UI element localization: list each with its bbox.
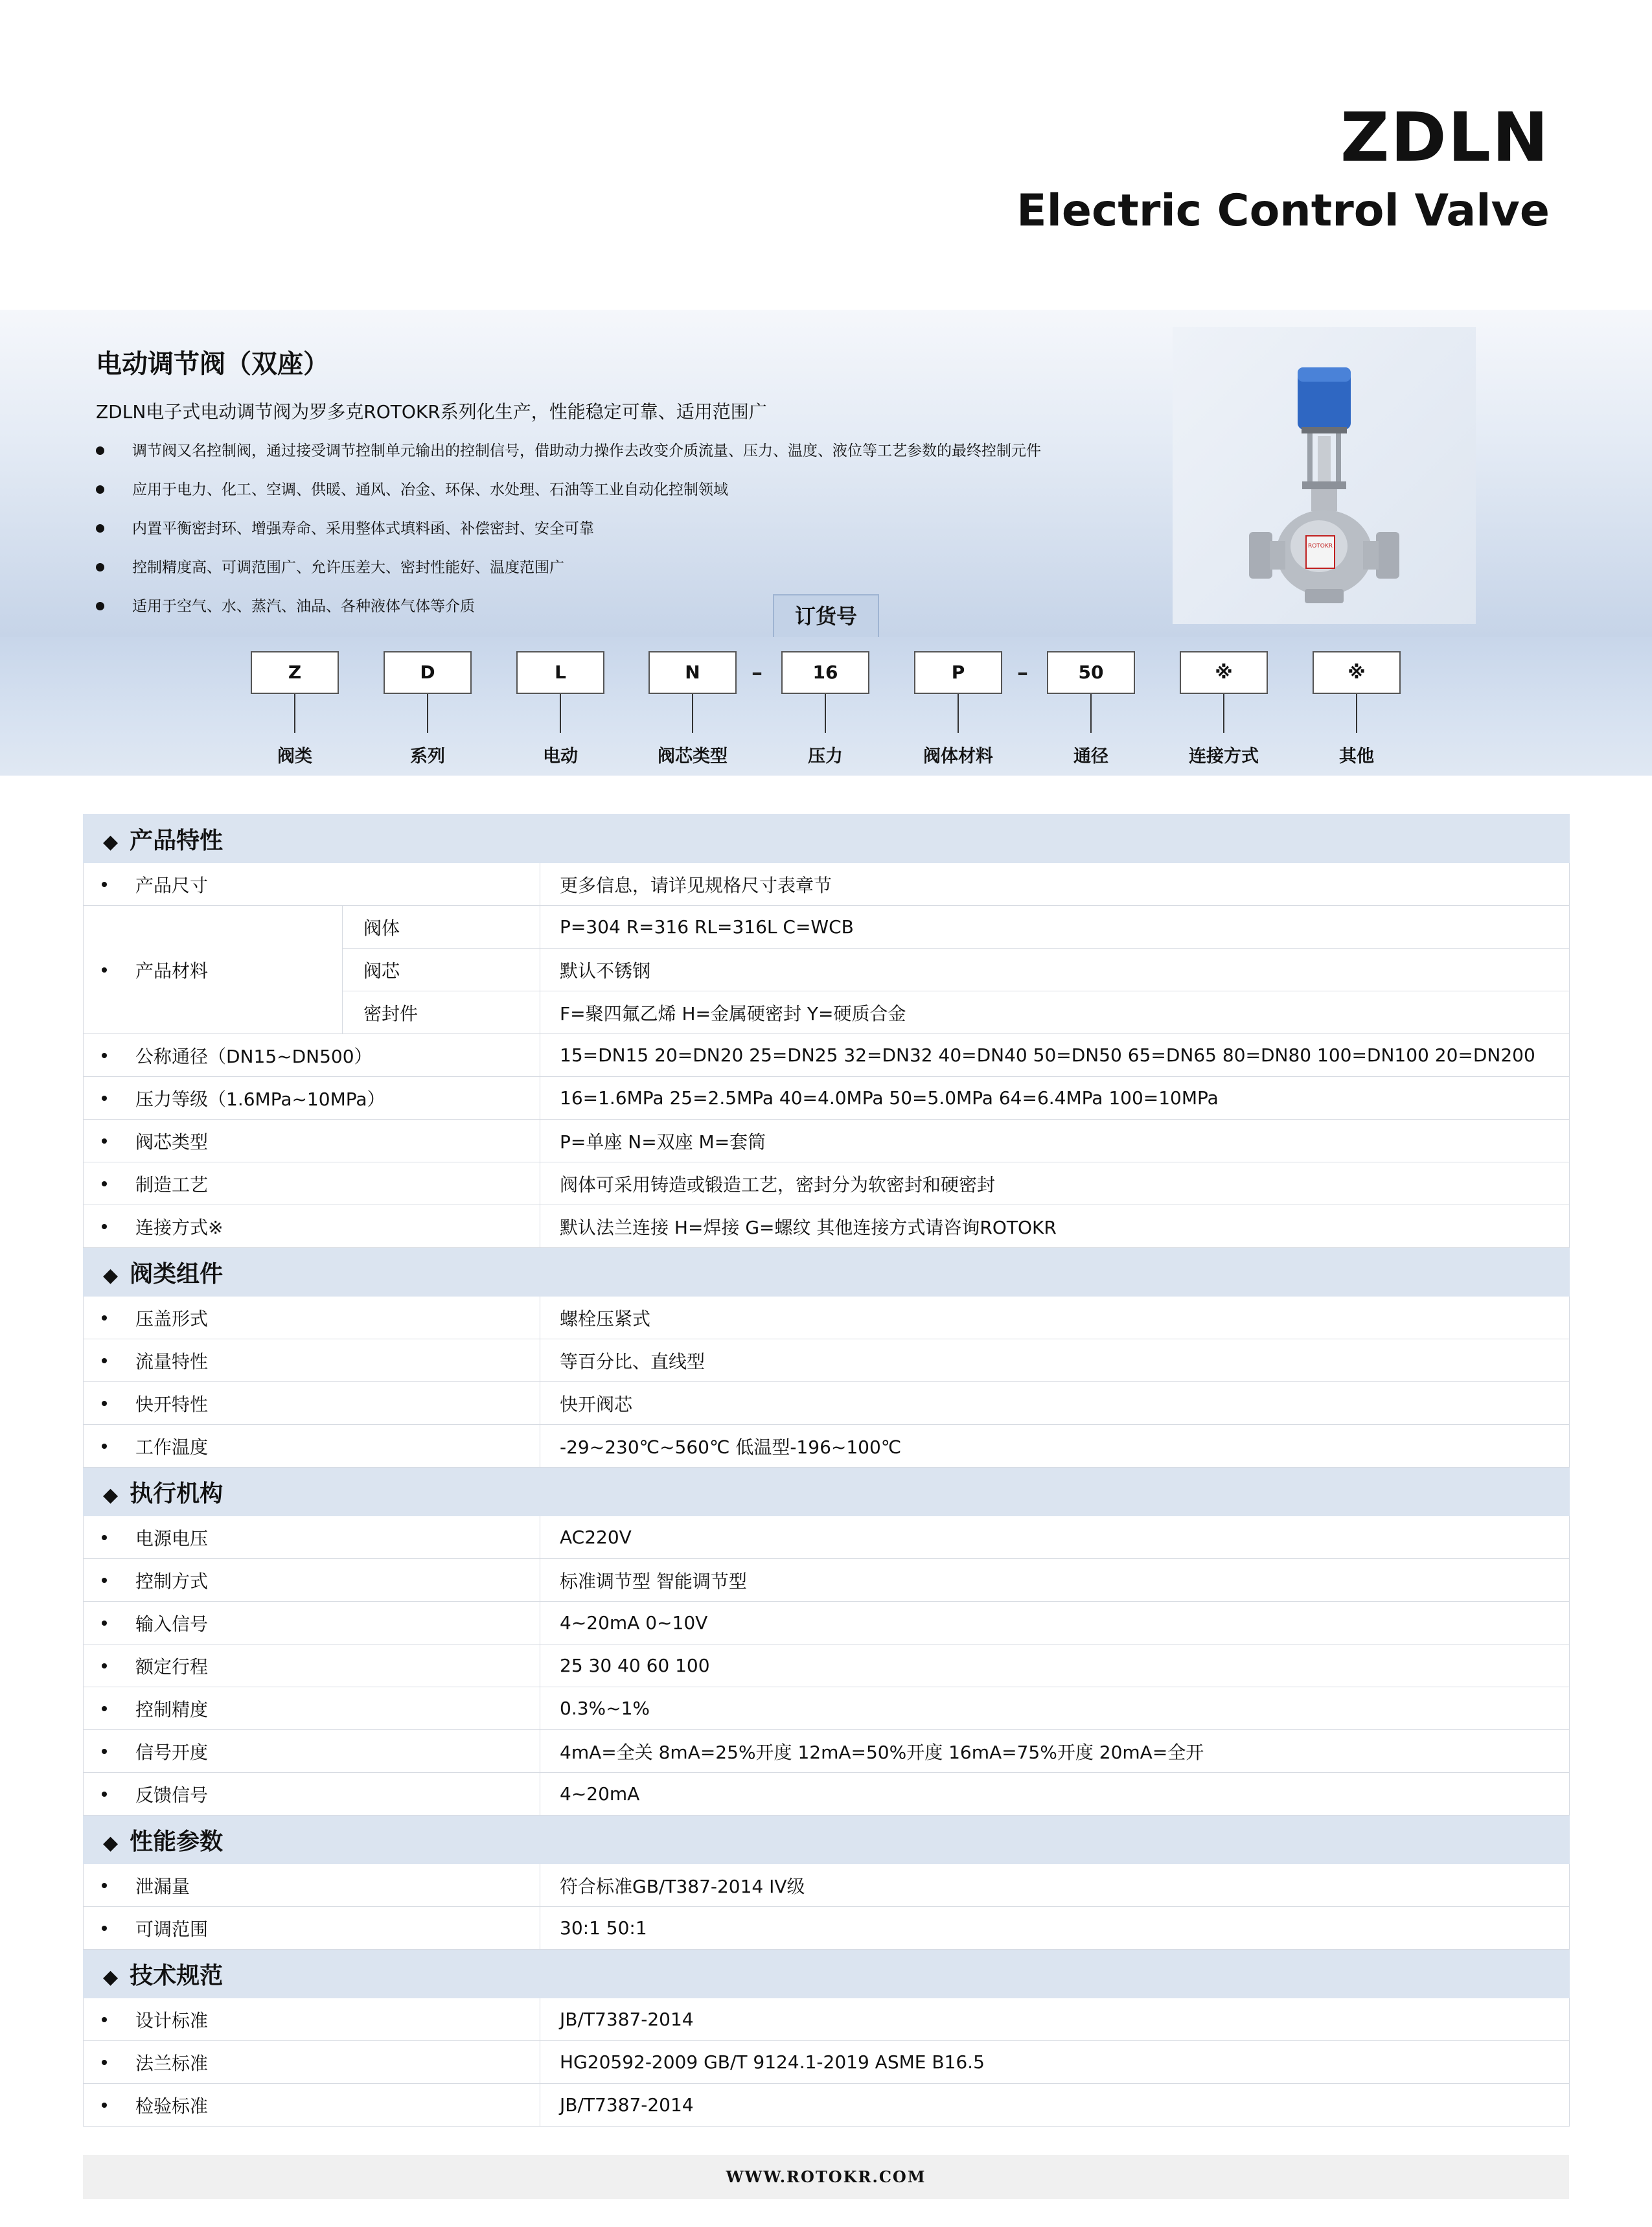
spec-value: 15=DN15 20=DN20 25=DN25 32=DN32 40=DN40 50=DN50 65=DN65 80=DN80 100=DN100 20=DN200 bbox=[540, 1034, 1570, 1077]
spec-value: 阀体可采用铸造或锻造工艺，密封分为软密封和硬密封 bbox=[540, 1162, 1570, 1205]
spec-key: 设计标准 bbox=[135, 2009, 209, 2031]
order-code-label: 连接方式 bbox=[1189, 746, 1259, 767]
order-code-connector bbox=[427, 694, 428, 733]
order-code-connector bbox=[560, 694, 561, 733]
section-header bbox=[84, 814, 1570, 863]
spec-key: 电源电压 bbox=[135, 1527, 209, 1549]
table-row bbox=[84, 1382, 1570, 1425]
spec-key: 工作温度 bbox=[135, 1436, 209, 1458]
order-code-connector bbox=[1223, 694, 1224, 733]
section-title: 技术规范 bbox=[130, 1962, 224, 1989]
order-code-box: N bbox=[648, 651, 737, 694]
spec-key: 快开特性 bbox=[135, 1393, 209, 1415]
bullet-icon bbox=[102, 967, 107, 973]
table-row bbox=[84, 1162, 1570, 1205]
section-header bbox=[84, 1950, 1570, 1998]
table-row bbox=[84, 1339, 1570, 1382]
spec-value: 30:1 50:1 bbox=[540, 1907, 1570, 1950]
spec-value: JB/T7387-2014 bbox=[540, 2084, 1570, 2127]
spec-key: 产品尺寸 bbox=[135, 874, 209, 896]
order-code-connector bbox=[1356, 694, 1357, 733]
spec-subkey: 密封件 bbox=[343, 991, 540, 1034]
order-code-connector bbox=[1090, 694, 1092, 733]
diamond-icon: ◆ bbox=[103, 1264, 119, 1287]
nameplate-text: ROTOKR bbox=[1307, 543, 1333, 549]
table-row bbox=[84, 863, 1570, 906]
order-code-connector bbox=[825, 694, 826, 733]
table-row bbox=[84, 1602, 1570, 1644]
spec-key: 输入信号 bbox=[135, 1613, 209, 1635]
bullet-icon bbox=[102, 1535, 107, 1540]
spec-value: JB/T7387-2014 bbox=[540, 1998, 1570, 2041]
table-row bbox=[84, 1730, 1570, 1773]
spec-key: 控制精度 bbox=[135, 1698, 209, 1720]
product-subtitle: Electric Control Valve bbox=[1016, 185, 1550, 237]
spec-value: F=聚四氟乙烯 H=金属硬密封 Y=硬质合金 bbox=[540, 991, 1570, 1034]
bullet-icon bbox=[102, 1315, 107, 1321]
intro-lead: ZDLN电子式电动调节阀为罗多克ROTOKR系列化生产，性能稳定可靠、适用范围广 bbox=[96, 401, 767, 422]
section-title: 执行机构 bbox=[130, 1480, 224, 1507]
spec-value: 4~20mA bbox=[540, 1773, 1570, 1816]
order-code-dash: – bbox=[1017, 660, 1028, 686]
table-row bbox=[84, 1034, 1570, 1077]
bullet-icon bbox=[102, 1792, 107, 1797]
order-code-connector bbox=[958, 694, 959, 733]
spec-table bbox=[83, 814, 1570, 2127]
intro-bullet: 适用于空气、水、蒸汽、油品、各种液体气体等介质 bbox=[96, 594, 1041, 632]
table-row bbox=[84, 1644, 1570, 1687]
spec-value: 4~20mA 0~10V bbox=[540, 1602, 1570, 1644]
spec-value: 标准调节型 智能调节型 bbox=[540, 1559, 1570, 1602]
order-code-label: 阀芯类型 bbox=[658, 746, 728, 767]
spec-value: HG20592-2009 GB/T 9124.1-2019 ASME B16.5 bbox=[540, 2041, 1570, 2084]
spec-key: 产品材料 bbox=[135, 960, 209, 982]
spec-value: 4mA=全关 8mA=25%开度 12mA=50%开度 16mA=75%开度 20mA=全开 bbox=[540, 1730, 1570, 1773]
table-row bbox=[84, 1907, 1570, 1950]
spec-value: 25 30 40 60 100 bbox=[540, 1644, 1570, 1687]
spec-value: 螺栓压紧式 bbox=[540, 1297, 1570, 1339]
spec-value: 16=1.6MPa 25=2.5MPa 40=4.0MPa 50=5.0MPa 64=6.4MPa 100=10MPa bbox=[540, 1077, 1570, 1120]
order-code-box: P bbox=[914, 651, 1002, 694]
bullet-icon bbox=[102, 1663, 107, 1668]
spec-value: -29~230℃~560℃ 低温型-196~100℃ bbox=[540, 1425, 1570, 1468]
section-header bbox=[84, 1816, 1570, 1864]
spec-value: 默认法兰连接 H=焊接 G=螺纹 其他连接方式请咨询ROTOKR bbox=[540, 1205, 1570, 1248]
intro-bullet: 控制精度高、可调范围广、允许压差大、密封性能好、温度范围广 bbox=[96, 555, 1041, 594]
spec-value: 等百分比、直线型 bbox=[540, 1339, 1570, 1382]
spec-key: 压盖形式 bbox=[135, 1308, 209, 1330]
table-row bbox=[84, 1998, 1570, 2041]
bullet-icon bbox=[102, 2060, 107, 2065]
spec-key: 法兰标准 bbox=[135, 2052, 209, 2074]
spec-value: 默认不锈钢 bbox=[540, 949, 1570, 991]
table-row bbox=[84, 1425, 1570, 1468]
spec-value: 0.3%~1% bbox=[540, 1687, 1570, 1730]
spec-subkey: 阀体 bbox=[343, 906, 540, 949]
table-row bbox=[84, 1687, 1570, 1730]
order-code-title: 订货号 bbox=[773, 594, 879, 637]
footer-url[interactable]: WWW.ROTOKR.COM bbox=[83, 2155, 1569, 2199]
intro-title: 电动调节阀（双座） bbox=[96, 349, 329, 379]
intro-bullet: 应用于电力、化工、空调、供暖、通风、冶金、环保、水处理、石油等工业自动化控制领域 bbox=[96, 477, 1041, 516]
order-code-box: D bbox=[384, 651, 472, 694]
order-code-box: Z bbox=[251, 651, 339, 694]
bullet-icon bbox=[102, 1749, 107, 1754]
spec-key: 反馈信号 bbox=[135, 1784, 209, 1806]
diamond-icon: ◆ bbox=[103, 1831, 119, 1854]
order-code-label: 系列 bbox=[410, 746, 445, 767]
order-code-label: 压力 bbox=[808, 746, 843, 767]
spec-key: 压力等级（1.6MPa~10MPa） bbox=[135, 1088, 385, 1110]
bullet-icon bbox=[102, 1138, 107, 1144]
order-code-box: 16 bbox=[781, 651, 869, 694]
spec-key: 连接方式※ bbox=[135, 1216, 224, 1238]
spec-key: 可调范围 bbox=[135, 1918, 209, 1940]
section-title: 性能参数 bbox=[130, 1828, 224, 1855]
intro-bullet: 内置平衡密封环、增强寿命、采用整体式填料函、补偿密封、安全可靠 bbox=[96, 516, 1041, 555]
model-name: ZDLN bbox=[1340, 98, 1550, 177]
bullet-icon bbox=[102, 1181, 107, 1186]
order-code-box: L bbox=[516, 651, 604, 694]
table-row bbox=[84, 1077, 1570, 1120]
spec-key: 控制方式 bbox=[135, 1570, 209, 1592]
bullet-icon bbox=[102, 1224, 107, 1229]
bullet-icon bbox=[102, 1883, 107, 1888]
intro-bullet: 调节阀又名控制阀，通过接受调节控制单元输出的控制信号，借助动力操作去改变介质流量、压力、温度、液位等工艺参数的最终控制元件 bbox=[96, 438, 1041, 477]
spec-key: 阀芯类型 bbox=[135, 1131, 209, 1153]
bullet-icon bbox=[102, 2103, 107, 2108]
bullet-icon bbox=[102, 1578, 107, 1583]
order-code-label: 其他 bbox=[1339, 746, 1374, 767]
bullet-icon bbox=[102, 1926, 107, 1931]
table-row bbox=[84, 1120, 1570, 1162]
spec-value: 更多信息，请详见规格尺寸表章节 bbox=[540, 863, 1570, 906]
section-header bbox=[84, 1248, 1570, 1297]
section-title: 产品特性 bbox=[130, 827, 224, 854]
order-code-label: 阀体材料 bbox=[923, 746, 993, 767]
table-row bbox=[84, 1205, 1570, 1248]
table-row bbox=[84, 1773, 1570, 1816]
spec-key: 检验标准 bbox=[135, 2095, 209, 2117]
bullet-icon bbox=[102, 1706, 107, 1711]
section-header bbox=[84, 1468, 1570, 1516]
spec-value: 快开阀芯 bbox=[540, 1382, 1570, 1425]
table-row bbox=[84, 1559, 1570, 1602]
diamond-icon: ◆ bbox=[103, 830, 119, 853]
order-code-label: 通径 bbox=[1073, 746, 1108, 767]
bullet-icon bbox=[102, 1096, 107, 1101]
spec-value: P=单座 N=双座 M=套筒 bbox=[540, 1120, 1570, 1162]
order-code-box: ※ bbox=[1313, 651, 1401, 694]
bullet-icon bbox=[102, 2017, 107, 2022]
table-row bbox=[84, 2041, 1570, 2084]
diamond-icon: ◆ bbox=[103, 1965, 119, 1989]
spec-value: P=304 R=316 RL=316L C=WCB bbox=[540, 906, 1570, 949]
bullet-icon bbox=[102, 1358, 107, 1363]
intro-bullet-list bbox=[96, 438, 1041, 632]
bullet-icon bbox=[102, 1621, 107, 1626]
order-code-box: 50 bbox=[1047, 651, 1135, 694]
table-row bbox=[84, 906, 1570, 949]
spec-key: 信号开度 bbox=[135, 1741, 209, 1763]
table-row bbox=[84, 2084, 1570, 2127]
spec-subkey: 阀芯 bbox=[343, 949, 540, 991]
valve-illustration bbox=[1173, 327, 1476, 624]
spec-key: 公称通径（DN15~DN500） bbox=[135, 1045, 373, 1067]
bullet-icon bbox=[102, 1444, 107, 1449]
table-row bbox=[84, 1516, 1570, 1559]
spec-key: 额定行程 bbox=[135, 1656, 209, 1678]
bullet-icon bbox=[102, 1401, 107, 1406]
order-code-dash: – bbox=[751, 660, 763, 686]
order-code-label: 电动 bbox=[543, 746, 578, 767]
spec-value: 符合标准GB/T387-2014 IV级 bbox=[540, 1864, 1570, 1907]
bullet-icon bbox=[102, 1053, 107, 1058]
product-photo bbox=[1173, 327, 1476, 624]
order-code-connector bbox=[294, 694, 295, 733]
spec-key: 制造工艺 bbox=[135, 1173, 209, 1195]
diamond-icon: ◆ bbox=[103, 1483, 119, 1506]
order-code-box: ※ bbox=[1180, 651, 1268, 694]
table-row bbox=[84, 1864, 1570, 1907]
spec-value: AC220V bbox=[540, 1516, 1570, 1559]
bullet-icon bbox=[102, 882, 107, 887]
section-title: 阀类组件 bbox=[130, 1260, 224, 1287]
spec-key: 泄漏量 bbox=[135, 1875, 190, 1897]
table-row bbox=[84, 1297, 1570, 1339]
order-code-connector bbox=[692, 694, 693, 733]
spec-key: 流量特性 bbox=[135, 1350, 209, 1372]
order-code-label: 阀类 bbox=[277, 746, 312, 767]
